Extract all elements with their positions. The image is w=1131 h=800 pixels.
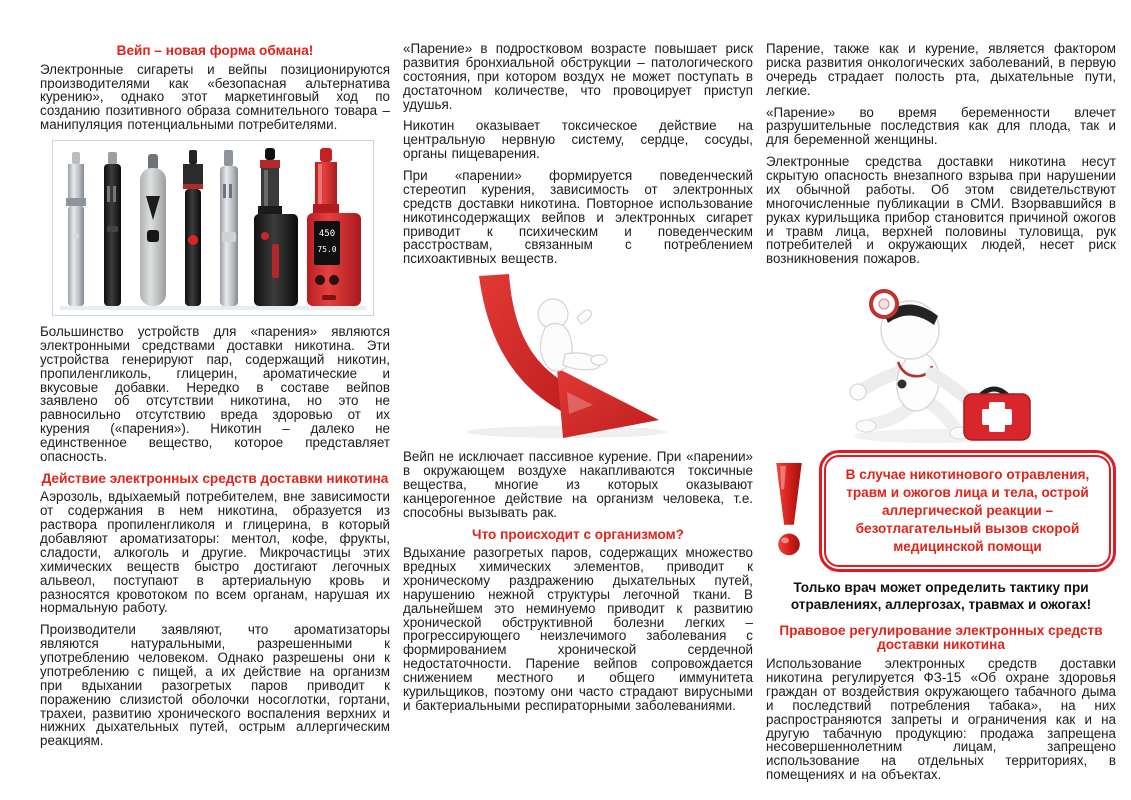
doctor-back-foot	[856, 420, 876, 432]
paragraph-devices-nicotine: Большинство устройств для «парения» являются электронными средствами доставки никотина. Эти устройства генерируют пар, содержащий никотин, пропиленгликоль, глицерин, ароматические и вкусовые добавки. Нередко в составе вейпов заявлено об отсутствии никотина, но это не равносильно отсутствию вреда здоровью от их курения («парения»). Никотин – далеко не единственное вещество, которое представляет опасность.	[40, 324, 390, 464]
paragraph-copd-immunity: Вдыхание разогретых паров, содержащих множество вредных химических элементов, приводит к хроническому раздражению дыхательных путей, нарушению нежной структуры легочной ткани. В дальнейшем это неминуемо приводит к развитию хронической обструктивной болезни легких – прогрессирующего неизлечимого заболевания с формированием хронической сердечной недостаточности. Парение вейпов сопровождается снижением местного и общего иммунитета курильщиков, поэтому они часто страдают вирусными и бактериальными респираторными заболеваниями.	[403, 545, 753, 713]
vape-devices-photo	[52, 140, 374, 316]
vape-silver-pen-2	[220, 150, 238, 306]
heading-what-happens-to-body: Что происходит с организмом?	[472, 526, 684, 542]
heading-effects-of-ends: Действие электронных средств доставки никотина	[41, 470, 389, 486]
paragraph-aerosol-composition: Аэрозоль, вдыхаемый потребителем, вне зависимости от содержания в нем никотина, образуется из раствора пропиленгликоля и глицерина, в который добавляют ароматизаторы: ментол, кофе, фрукты, сладости, алкоголь и другие. Микрочастицы этих химических веществ быстро достигают легочных альвеол, поступают в артериальную кровь и разносятся кровотоком по всем органам, нарушая их нормальную работу.	[40, 489, 390, 616]
vape-black-pen-1	[104, 152, 121, 306]
paragraph-marketing-manipulation: Электронные сигареты и вейпы позиционируются производителями как «безопасная альтернатива курению», однако этот маркетинговый ход по созданию позитивного образа сомнительного товара – манипуляция потенциальными потребителями.	[40, 61, 390, 133]
heading-legal-regulation: Правовое регулирование электронных средств доставки никотина	[779, 622, 1103, 653]
paragraph-flavorings-harm: Производители заявляют, что ароматизаторы являются натуральными, разрешенными к употреблению человеком. Однако разрешены они к употреблению с пищей, а их действие на организм при вдыхании разогретых паров приводит к поражению слизистой оболочки носоглотки, гортани, трахеи, развитию хронического воспаления верхних и нижних дыхательных путей, острым аллергическим реакциям.	[40, 622, 390, 749]
paragraph-passive-vaping: Вейп не исключает пассивное курение. При «парении» в окружающем воздухе накапливаются токсичные вещества, многие из которых оказывают канцерогенное действие на организм человека, т.е. способны вызывать рак.	[403, 449, 753, 520]
falling-figure	[538, 299, 607, 371]
doctor-only-note: Только врач может определить тактику при отравлениях, аллергозах, травмах и ожогах!	[790, 579, 1092, 612]
paragraph-pregnancy: «Парение» во время беременности влечет разрушительные последствия как для плода, так и для беременной женщины.	[766, 104, 1116, 148]
paragraph-legal-regulation: Использование электронных средств доставки никотина регулируется ФЗ-15 «Об охране здоровья граждан от воздействия окружающего табачного дыма и последствий потребления табака», на них распространяются запреты и ограничения как и на другую табачную продукцию: продажа запрещена несовершеннолетним лицам, запрещено использование на отдельных территориях, в помещениях и на объектах.	[766, 656, 1116, 783]
falling-man-red-arrow-illustration	[417, 274, 729, 440]
declining-arrow-graphic	[417, 274, 729, 440]
doctor-figure-graphic	[814, 274, 1058, 446]
vape-screen-watts: 450	[318, 229, 336, 240]
paragraph-nicotine-toxicity: Никотин оказывает токсическое действие на центральную нервную систему, сердце, сосуды, органы пищеварения.	[403, 118, 753, 162]
running-doctor-illustration	[814, 274, 1058, 446]
doctor-stethoscope-chestpiece	[898, 380, 907, 389]
doctor-fist	[850, 384, 866, 400]
paragraph-teen-bronchial-obstruction: «Парение» в подростковом возрасте повышает риск развития бронхиальной обструкции – патологического состояния, при котором воздух не может поступать в достаточном количестве, что провоцирует приступ удушья.	[403, 41, 753, 112]
emergency-warning-box-inner	[824, 455, 1111, 567]
vape-gray-pen	[140, 154, 166, 306]
emergency-warning-text: В случае никотинового отравления, травм и ожогов лица и тела, острой аллергической реакции – безотлагательный вызов скорой медицинской помощи	[845, 467, 1090, 554]
paragraph-behavioral-dependence: При «парении» формируется поведенческий стереотип курения, зависимость от электронных средств доставки никотина. Повторное использование никотинсодержащих вейпов и электронных сигарет приводит к психическим и поведенческим расстроствам, связанным с потреблением психоактивных веществ.	[403, 168, 753, 267]
first-aid-case	[964, 389, 1030, 440]
paragraph-oncology-risk: Парение, также как и курение, является фактором риска развития онкологических заболеваний, в первую очередь страдает полость рта, дыхательные пути, легкие.	[766, 41, 1116, 98]
case-cross-horizontal	[982, 409, 1012, 425]
vape-silver-pen-1	[66, 152, 86, 306]
vape-screen-temp: 75.0	[317, 245, 337, 255]
heading-vape-new-deception: Вейп – новая форма обмана!	[116, 43, 314, 58]
column-center	[403, 42, 753, 800]
paragraph-explosion-risk: Электронные средства доставки никотина несут скрытую опасность внезапного взрыва при нарушении их обычной работы. Об этом свидетельствуют многочисленные публикации в СМИ. Взорвавшийся в руках курильщика прибор становится причиной ожогов и травм лица, верхней половины туловища, рук потребителей и окружающих людей, несет риск возникновения пожаров.	[766, 154, 1116, 267]
exclamation-mark-icon	[766, 460, 812, 562]
vape-devices-illustration	[52, 140, 374, 316]
emergency-warning-block	[766, 450, 1116, 572]
column-left	[40, 42, 390, 800]
doctor-head-mirror-center	[879, 299, 889, 309]
figure-raised-arm	[577, 310, 592, 324]
emergency-warning-box	[819, 450, 1116, 572]
vape-black-pen-red-button	[183, 150, 203, 306]
column-right	[766, 42, 1116, 800]
figure-feet	[591, 355, 607, 365]
